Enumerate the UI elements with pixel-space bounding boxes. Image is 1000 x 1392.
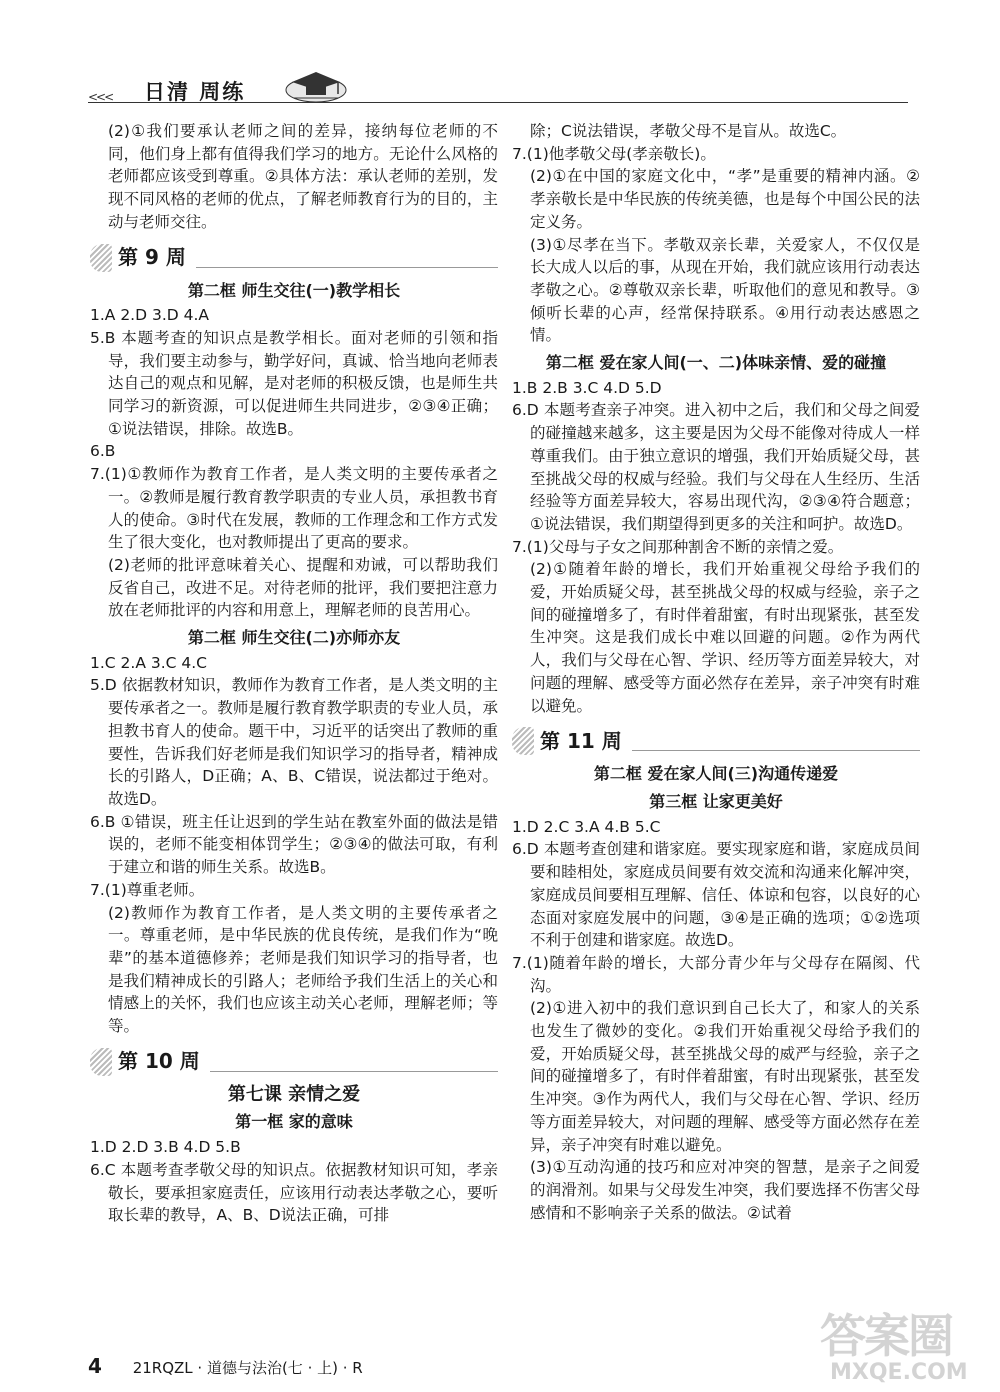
arrows-decoration: <<< bbox=[88, 90, 113, 104]
answer: 7.(1)随着年龄的增长，大部分青少年与父母存在隔阂、代沟。 bbox=[512, 953, 920, 995]
section-title: 第二框 师生交往(一)教学相长 bbox=[187, 280, 401, 300]
section-title: 第二框 爱在家人间(一、二)体味亲情、爱的碰撞 bbox=[545, 353, 887, 373]
page-header bbox=[88, 68, 908, 108]
graduation-cap-icon bbox=[284, 68, 348, 104]
watermark-url: MXQE.COM bbox=[830, 1360, 968, 1385]
right-column bbox=[512, 120, 920, 1224]
answer: (3)①互动沟通的技巧和应对冲突的智慧，是亲子之间爱的润滑剂。如果与父母发生冲突，我们要选择不伤害父母感情和不影响亲子关系的做法。②试着 bbox=[530, 1158, 920, 1222]
answer: 7.(1)父母与子女之间那种割舍不断的亲情之爱。 bbox=[512, 537, 844, 556]
page-number: 4 bbox=[88, 1354, 102, 1378]
week-title: 第 10 周 bbox=[118, 1049, 200, 1074]
answer: (2)①随着年龄的增长，我们开始重视父母给予我们的爱，开始质疑父母，甚至挑战父母的权威与经验，亲子之间的碰撞增多了，有时伴着甜蜜，有时出现紧张，甚至发生冲突。这是我们成长中难以回避的问题。②作为两代人，我们与父母在心智、学识、经历等方面差异较大，对问题的理解、感受等方面必然存在差异，亲子冲突有时难以避免。 bbox=[530, 560, 920, 715]
section-title: 第二框 师生交往(二)亦师亦友 bbox=[187, 628, 401, 648]
answer: 5.D 依据教材知识，教师作为教育工作者，是人类文明的主要传承者之一。教师是履行教育教学职责的专业人员，承担教书育人的使命。题干中，习近平的话突出了教师的重要性，告诉我们好老师是我们知识学习的指导者，精神成长的引路人，D正确；A、B、C错误，说法都过于绝对。故选D。 bbox=[90, 676, 498, 808]
paragraph: (2)①我们要承认老师之间的差异，接纳每位老师的不同，他们身上都有值得我们学习的地方。无论什么风格的老师都应该受到尊重。②具体方法：承认老师的差别，发现不同风格的老师的优点，了解老师教育行为的目的，主动与老师交往。 bbox=[108, 122, 498, 231]
answer: 1.D 2.C 3.A 4.B 5.C bbox=[512, 817, 661, 836]
paragraph: 除；C说法错误，孝敬父母不是盲从。故选C。 bbox=[530, 122, 847, 140]
page-footer bbox=[88, 1354, 363, 1378]
book-code: 21RQZL · 道德与法治(七 · 上) · R bbox=[132, 1359, 363, 1377]
answer: 6.B bbox=[90, 442, 116, 461]
divider bbox=[632, 750, 920, 751]
answer: 5.B 本题考查的知识点是教学相长。面对老师的引领和指导，我们要主动参与，勤学好问，真诚、恰当地向老师表达自己的观点和见解，是对老师的积极反馈，也是师生共同学习的新资源，可以促进师生共同进步，②③④正确；①说法错误，排除。故选B。 bbox=[90, 328, 498, 438]
week-title: 第 11 周 bbox=[540, 728, 622, 753]
answer: 6.C 本题考查孝敬父母的知识点。依据教材知识可知，孝亲敬长，要承担家庭责任，应该用行动表达孝敬之心，要听取长辈的教导，A、B、D说法正确，可排 bbox=[90, 1160, 498, 1225]
answer: 7.(1)①教师作为教育工作者，是人类文明的主要传承者之一。②教师是履行教育教学职责的专业人员，承担教书育人的使命。③时代在发展，教师的工作理念和工作方式发生了很大变化，也对教师提出了更高的要求。 bbox=[90, 465, 498, 552]
week-11-heading bbox=[512, 725, 920, 757]
lesson-title: 第七课 亲情之爱 bbox=[227, 1083, 361, 1105]
answer: 7.(1)他孝敬父母(孝亲敬长)。 bbox=[512, 144, 716, 163]
answer: 6.B ①错误，班主任让迟到的学生站在教室外面的做法是错误的，老师不能变相体罚学生；②③④的做法可取，有利于建立和谐的师生关系。故选B。 bbox=[90, 812, 498, 877]
week-10-heading bbox=[90, 1046, 498, 1078]
answer: 6.D 本题考查创建和谐家庭。要实现家庭和谐，家庭成员间要和睦相处，家庭成员间要有效交流和沟通来化解冲突，家庭成员间要相互理解、信任、体谅和包容，以良好的心态面对家庭发展中的问题，③④是正确的选项；①②选项不利于创建和谐家庭。故选D。 bbox=[512, 840, 920, 950]
header-rule bbox=[88, 102, 908, 103]
divider bbox=[196, 267, 498, 268]
answer: 1.B 2.B 3.C 4.D 5.D bbox=[512, 378, 662, 397]
answer: (2)老师的批评意味着关心、提醒和劝诫，可以帮助我们反省自己，改进不足。对待老师的批评，我们要把注意力放在老师批评的内容和用意上，理解老师的良苦用心。 bbox=[108, 555, 498, 620]
answer: (3)①尽孝在当下。孝敬双亲长辈，关爱家人，不仅仅是长大成人以后的事，从现在开始，我们就应该用行动表达孝敬之心。②尊敬双亲长辈，听取他们的意见和教导。③倾听长辈的心声，经常保持联系。④用行动表达感恩之情。 bbox=[530, 235, 920, 345]
divider bbox=[210, 1071, 498, 1072]
week-title: 第 9 周 bbox=[118, 245, 186, 270]
watermark-text: 答案圈 bbox=[820, 1309, 952, 1363]
week-9-heading bbox=[90, 242, 498, 274]
answer: (2)①进入初中的我们意识到自己长大了，和家人的关系也发生了微妙的变化。②我们开始重视父母给予我们的爱，开始质疑父母，甚至挑战父母的威严与经验，亲子之间的碰撞增多了，有时伴着甜蜜，有时出现紧张，甚至发生冲突。③作为两代人，我们与父母在心智、学识、经历等方面差异较大，对问题的理解、感受等方面必然存在差异，亲子冲突有时难以避免。 bbox=[530, 999, 920, 1154]
stripes-icon bbox=[90, 1048, 112, 1076]
answer: 1.D 2.D 3.B 4.D 5.B bbox=[90, 1138, 241, 1157]
answer: 1.A 2.D 3.D 4.A bbox=[90, 306, 210, 325]
answer: 6.D 本题考查亲子冲突。进入初中之后，我们和父母之间爱的碰撞越来越多，这主要是因为父母不能像对待成人一样尊重我们。由于独立意识的增强，我们开始质疑父母，甚至挑战父母的权威与经验。我们与父母在人生经历、生活经验等方面差异较大，容易出现代沟，②③④符合题意；①说法错误，我们期望得到更多的关注和呵护。故选D。 bbox=[512, 401, 920, 533]
left-column bbox=[90, 120, 498, 1227]
answer: (2)教师作为教育工作者，是人类文明的主要传承者之一。尊重老师，是中华民族的优良传统，是我们作为“晚辈”的基本道德修养；老师是我们知识学习的指导者，也是我们精神成长的引路人；老师给予我们生活上的关心和情感上的关怀，我们也应该主动关心老师，理解老师；等等。 bbox=[108, 903, 498, 1036]
answer: 7.(1)尊重老师。 bbox=[90, 880, 205, 899]
section-title: 第二框 爱在家人间(三)沟通传递爱 bbox=[593, 764, 839, 784]
stripes-icon bbox=[512, 727, 534, 755]
answer: 1.C 2.A 3.C 4.C bbox=[90, 653, 208, 672]
header-title: 日清 周练 bbox=[144, 80, 246, 104]
answer: (2)①在中国的家庭文化中，“孝”是重要的精神内涵。②孝亲敬长是中华民族的传统美德，也是每个中国公民的法定义务。 bbox=[530, 167, 920, 231]
watermark-logo bbox=[820, 1300, 995, 1390]
section-title: 第三框 让家更美好 bbox=[649, 791, 783, 811]
section-title: 第一框 家的意味 bbox=[235, 1112, 353, 1132]
stripes-icon bbox=[90, 244, 112, 272]
